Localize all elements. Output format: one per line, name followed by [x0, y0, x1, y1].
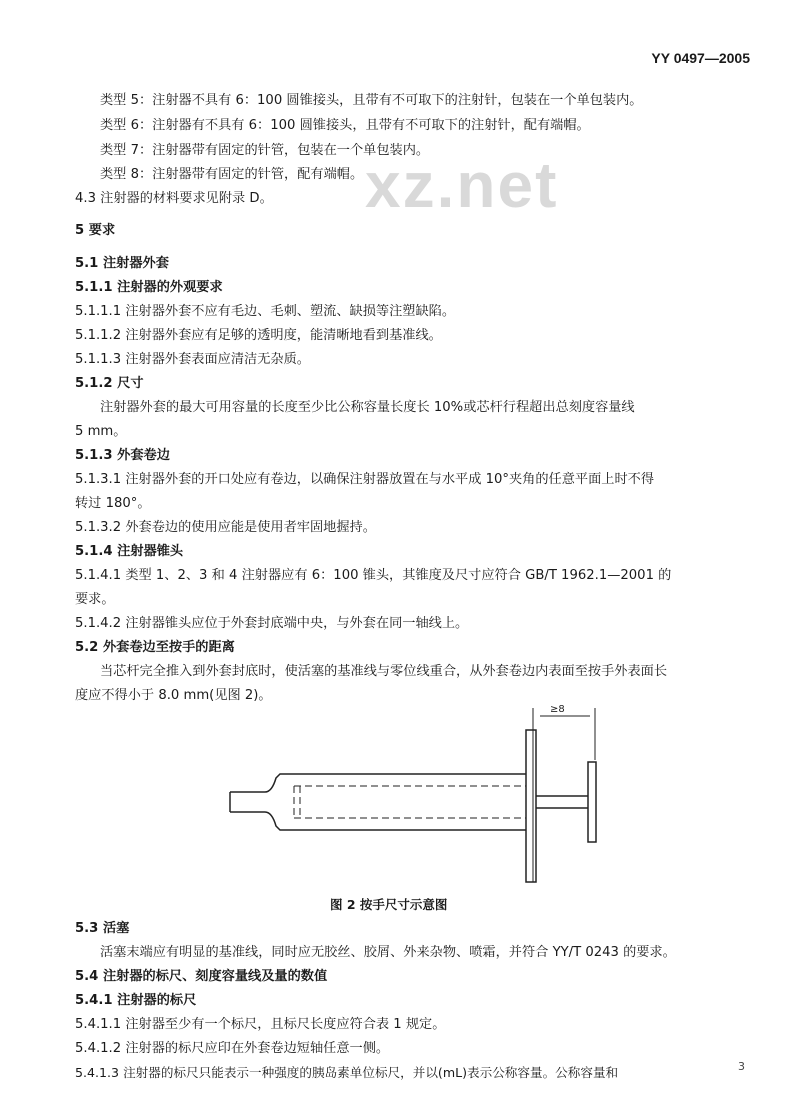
clause-5-1-3-2: 5.1.3.2 外套卷边的使用应能是使用者牢固地握持。: [75, 520, 376, 535]
page-number: 3: [738, 1060, 745, 1073]
distance-text-1: 当芯杆完全推入到外套封底时，使活塞的基准线与零位线重合，从外套卷边内表面至按手外表面长: [100, 664, 668, 679]
clause-5-1-1-3: 5.1.1.3 注射器外套表面应清洁无杂质。: [75, 352, 310, 367]
standard-code: YY 0497—2005: [651, 50, 750, 66]
section-5-1-2-heading: 5.1.2 尺寸: [75, 376, 144, 391]
type5-line: 类型 5：注射器不具有 6：100 圆锥接头，且带有不可取下的注射针，包装在一个单包装内。: [100, 93, 643, 108]
syringe-figure: [210, 700, 610, 890]
section-5-4-heading: 5.4 注射器的标尺、刻度容量线及量的数值: [75, 969, 328, 984]
clause-5-1-4-2: 5.1.4.2 注射器锥头应位于外套封底端中央，与外套在同一轴线上。: [75, 616, 469, 631]
watermark: xz.net: [365, 149, 559, 221]
type7-line: 类型 7：注射器带有固定的针管，包装在一个单包装内。: [100, 143, 430, 158]
clause-5-1-3-1-cont: 转过 180°。: [75, 496, 151, 511]
distance-text-2: 度应不得小于 8.0 mm(见图 2)。: [75, 688, 272, 703]
piston-text: 活塞末端应有明显的基准线，同时应无胶丝、胶屑、外来杂物、喷霜，并符合 YY/T 0243 的要求。: [100, 945, 676, 960]
dimension-text-1: 注射器外套的最大可用容量的长度至少比公称容量长度长 10%或芯杆行程超出总刻度容量线: [100, 400, 635, 415]
section-5-2-heading: 5.2 外套卷边至按手的距离: [75, 640, 235, 655]
section-4-3: 4.3 注射器的材料要求见附录 D。: [75, 191, 273, 206]
section-5-1-3-heading: 5.1.3 外套卷边: [75, 448, 170, 463]
clause-5-1-4-1-cont: 要求。: [75, 592, 115, 607]
section-5-4-1-heading: 5.4.1 注射器的标尺: [75, 993, 197, 1008]
section-5-3-heading: 5.3 活塞: [75, 921, 130, 936]
dimension-label: ≥8: [550, 704, 565, 715]
clause-5-1-1-2: 5.1.1.2 注射器外套应有足够的透明度，能清晰地看到基准线。: [75, 328, 442, 343]
clause-5-1-4-1: 5.1.4.1 类型 1、2、3 和 4 注射器应有 6：100 锥头，其锥度及尺寸应符合 GB/T 1962.1—2001 的: [75, 568, 672, 583]
section-5-1-heading: 5.1 注射器外套: [75, 256, 169, 271]
section-5-heading: 5 要求: [75, 223, 116, 238]
figure-caption: 图 2 按手尺寸示意图: [330, 897, 448, 912]
clause-5-4-1-3: 5.4.1.3 注射器的标尺只能表示一种强度的胰岛素单位标尺，并以(mL)表示公称容量。公称容量和: [75, 1065, 619, 1080]
dimension-text-2: 5 mm。: [75, 424, 127, 439]
section-5-1-4-heading: 5.1.4 注射器锥头: [75, 544, 184, 559]
type8-line: 类型 8：注射器带有固定的针管，配有端帽。: [100, 167, 364, 182]
type6-line: 类型 6：注射器有不具有 6：100 圆锥接头，且带有不可取下的注射针，配有端帽。: [100, 118, 590, 133]
section-5-1-1-heading: 5.1.1 注射器的外观要求: [75, 280, 223, 295]
clause-5-4-1-2: 5.4.1.2 注射器的标尺应印在外套卷边短轴任意一侧。: [75, 1041, 390, 1056]
clause-5-1-3-1: 5.1.3.1 注射器外套的开口处应有卷边，以确保注射器放置在与水平成 10°夹角的任意平面上时不得: [75, 472, 655, 487]
clause-5-1-1-1: 5.1.1.1 注射器外套不应有毛边、毛刺、塑流、缺损等注塑缺陷。: [75, 304, 456, 319]
clause-5-4-1-1: 5.4.1.1 注射器至少有一个标尺，且标尺长度应符合表 1 规定。: [75, 1017, 446, 1032]
